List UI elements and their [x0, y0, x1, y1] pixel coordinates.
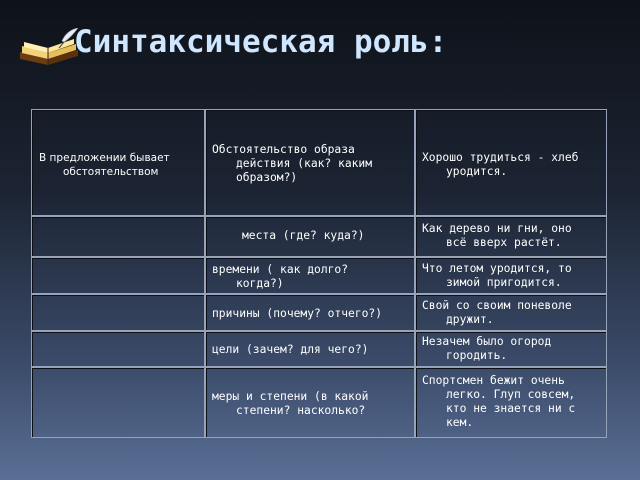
page-title: Синтаксическая роль:	[74, 24, 448, 60]
type-text: когда?)	[236, 277, 284, 290]
type-text: цели (зачем? для чего?)	[212, 343, 369, 356]
example-text: городить.	[446, 349, 508, 362]
example-text: Спортсмен бежит очень	[422, 374, 565, 387]
example-text: Что летом уродится, то	[422, 262, 572, 275]
type-text: образом?)	[236, 171, 298, 184]
example-cell	[415, 257, 607, 294]
header-line-2: обстоятельством	[63, 166, 159, 178]
example-text: Как дерево ни гни, оно	[422, 222, 572, 235]
example-text: Хорошо трудиться - хлеб	[422, 151, 579, 164]
example-text: легко. Глуп совсем,	[446, 388, 576, 401]
header-line-1: В предложении бывает	[39, 152, 170, 164]
type-text: действия (как? каким	[236, 157, 373, 170]
open-book-quill-icon	[18, 28, 80, 68]
table-empty-cell	[31, 216, 205, 257]
adverbial-type-cell	[205, 216, 415, 257]
type-text: меры и степени (в какой	[212, 390, 369, 403]
adverbial-type-cell	[205, 331, 415, 367]
example-cell	[415, 294, 607, 331]
example-text: зимой пригодится.	[446, 276, 562, 289]
table-empty-cell	[31, 331, 205, 367]
adverbial-type-cell	[205, 294, 415, 331]
type-text: места (где? куда?)	[242, 229, 365, 242]
adverbial-type-cell	[205, 367, 415, 438]
example-text: уродится.	[446, 165, 508, 178]
example-text: кем.	[446, 416, 474, 429]
table-empty-cell	[31, 257, 205, 294]
example-text: Незачем было огород	[422, 335, 552, 348]
example-cell	[415, 331, 607, 367]
table-header-cell	[31, 109, 205, 216]
type-text: Обстоятельство образа	[212, 143, 355, 156]
type-text: причины (почему? отчего?)	[212, 307, 383, 320]
example-text: кто не знается ни с	[446, 402, 576, 415]
adverbial-type-cell	[205, 257, 415, 294]
example-cell	[415, 367, 607, 438]
table-empty-cell	[31, 294, 205, 331]
adverbial-type-cell	[205, 109, 415, 216]
example-cell	[415, 109, 607, 216]
example-text: дружит.	[446, 313, 494, 326]
syntax-role-table	[31, 109, 607, 438]
type-text: времени ( как долго?	[212, 263, 349, 276]
example-text: Свой со своим поневоле	[422, 299, 572, 312]
example-cell	[415, 216, 607, 257]
example-text: всё вверх растёт.	[446, 236, 562, 249]
table-empty-cell	[31, 367, 205, 438]
type-text: степени? насколько?	[236, 404, 366, 417]
